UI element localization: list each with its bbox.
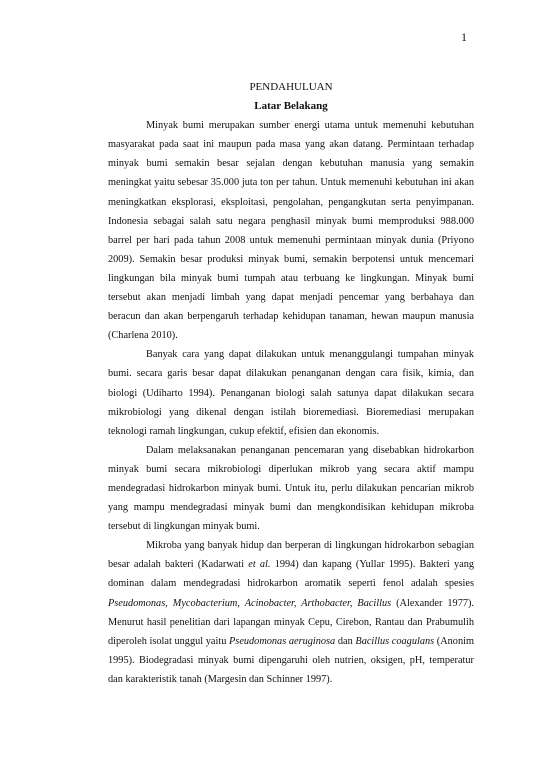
paragraph-text: (Alexander 1977). Menurut hasil penelitian dari lapangan minyak Cepu, Cirebon, Rantau dan Prabumulih diperoleh isolat unggul yaitu [108,597,474,647]
italic-species-name: Pseudomonas aeruginosa [229,635,336,647]
italic-genus-list: Pseudomonas, Mycobacterium, Acinobacter, Arthobacter, Bacillus [108,597,392,609]
paragraph-text: Dalam melaksanakan penanganan pencemaran yang disebabkan hidrokarbon minyak bumi secara mikrobiologi diperlukan mikrob yang secara aktif mampu mendegradasi hidrokarbon minyak bumi. Untuk itu, perlu dilakukan pencarian mikrob yang mampu mendegradasi minyak bumi dan mengkondisikan kehidupan mikroba tersebut di lingkungan minyak bumi. [108,444,474,533]
paragraph-text: Minyak bumi merupakan sumber energi utama untuk memenuhi kebutuhan masyarakat pada saat ini maupun pada masa yang akan datang. Permintaan terhadap minyak bumi semakin besar sejalan dengan kebutuhan manusia yang semakin meningkat yaitu sebesar 35.000 juta ton per tahun. Untuk memenuhi kebutuhan ini akan meningkatkan eksplorasi, eksploitasi, pengolahan, pengangkutan serta penyimpanan. Indonesia sebagai salah satu negara penghasil minyak bumi memproduksi 988.000 barrel per hari pada tahun 2008 untuk memenuhi permintaan minyak dunia (Priyono 2009). Semakin besar produksi minyak bumi, semakin berpotensi untuk mencemari lingkungan bila minyak bumi tumpah atau terbuang ke lingkungan. Minyak bumi tersebut akan menjadi limbah yang dapat menjadi pencemar yang berbahaya dan beracun dan akan berpengaruh terhadap kehidupan tanaman, hewan maupun manusia (Charlena 2010). [108,120,474,342]
italic-text: et al. [248,559,271,571]
paragraph-3 [108,441,474,536]
paragraph-text: Banyak cara yang dapat dilakukan untuk menanggulangi tumpahan minyak bumi. secara garis besar dapat dilakukan penanganan dengan cara fisik, kimia, dan biologi (Udiharto 1994). Penanganan biologi salah satunya dapat dilakukan secara mikrobiologi yang dikenal dengan istilah bioremediasi. Bioremediasi merupakan teknologi ramah lingkungan, cukup efektif, efisien dan ekonomis. [108,349,474,437]
paragraph-text: dan [335,635,356,647]
section-heading: Latar Belakang [254,100,328,113]
paragraph-4 [108,536,474,689]
italic-species-name: Bacillus coagulans [355,635,435,647]
paragraph-text: Mikroba yang banyak hidup dan berperan di lingkungan hidrokarbon sebagian besar adalah bakteri (Kadarwati [108,540,474,571]
paragraph-1 [108,116,474,345]
paragraph-2 [108,345,474,440]
paragraph-text: (Anonim 1995). Biodegradasi minyak bumi dipengaruhi oleh nutrien, oksigen, pH, temperatur dan karakteristik tanah (Margesin dan Schinner 1997). [108,635,474,685]
paragraph-text: 1994) dan kapang (Yullar 1995). Bakteri yang dominan dalam mendegradasi hidrokarbon aromatik seperti fenol adalah spesies [108,559,475,590]
page-number: 1 [461,30,467,44]
page-content [108,78,474,689]
chapter-heading: PENDAHULUAN [249,81,333,93]
